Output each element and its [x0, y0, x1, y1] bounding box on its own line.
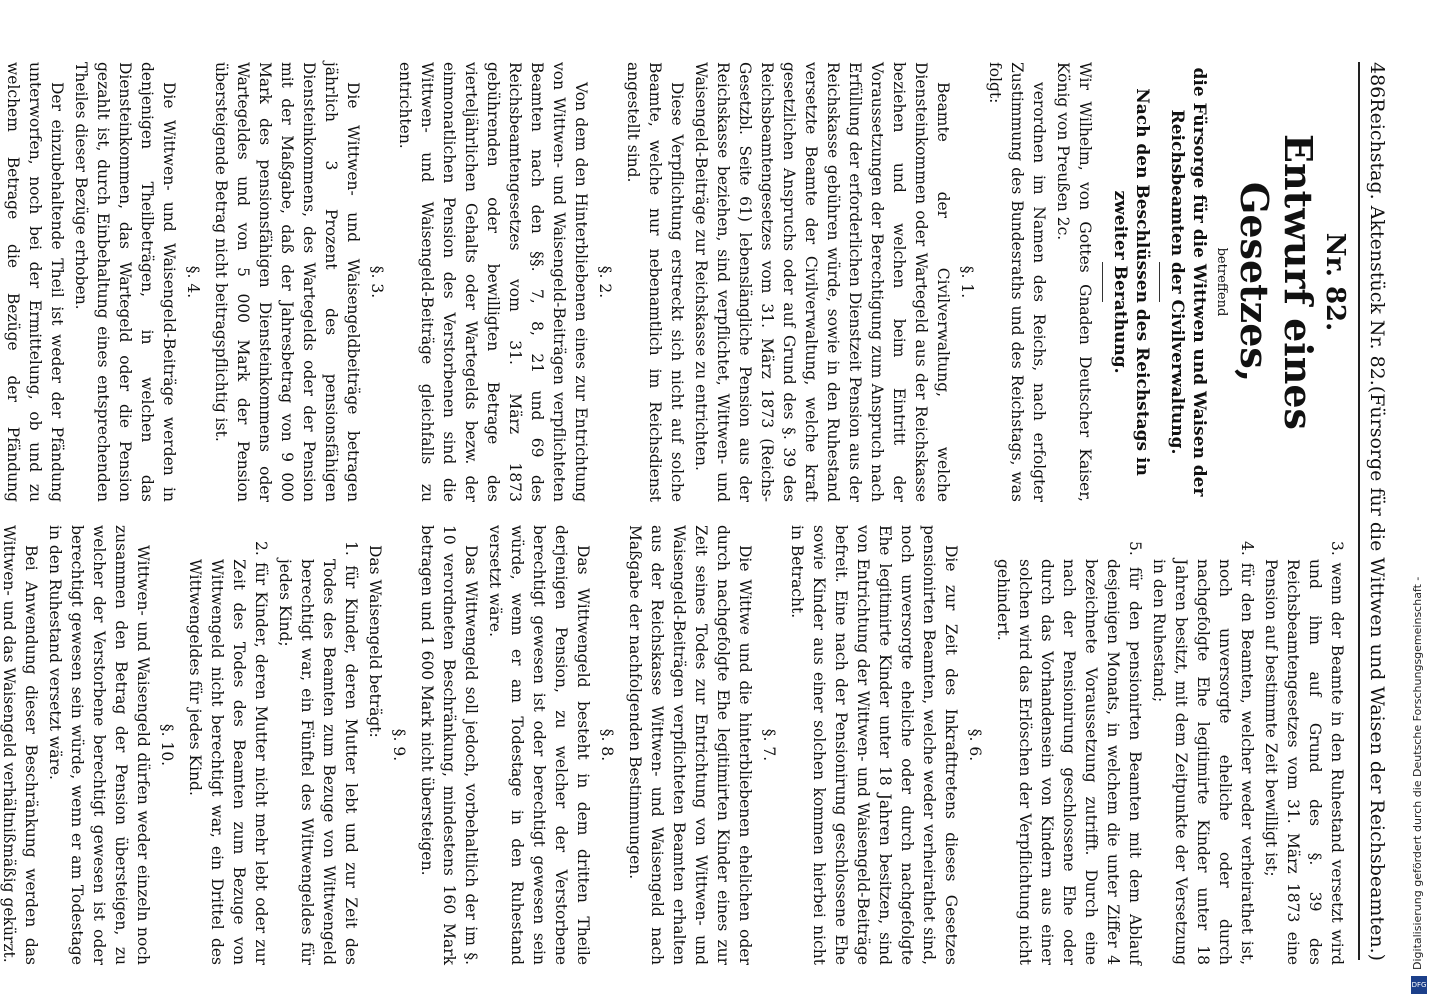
running-header — [1362, 62, 1388, 960]
paragraph: Das Waisengeld beträgt: — [366, 545, 384, 738]
divider — [1159, 262, 1160, 302]
paragraph: Beamte der Civilverwaltung, welche Diensteinkommen oder Wartegeld aus der Reichskasse beziehen und welchen beim Eintritt der Voraussetzungen der Berechtigung zum Anspruch nach Erfüllung der erforderlichen Dienstzeit Pension aus der Reichskasse gebühren würde, sowie in den Ruhestand versetzte Beamte der Civilverwaltung, welche kraft gesetzlichen Anspruchs oder auf Grund des §. 39 des Reichsbeamtengesetzes vom 31. März 1873 (Reichs-Gesetzbl. Seite 61) lebenslängliche Pension aus der Reichskasse beziehen, sind verpflichtet, Wittwen- und Waisengeld-Beiträge zur Reichskasse zu entrichten. — [692, 62, 952, 502]
paragraph: Von dem den Hinterbliebenen eines zur Entrichtung von Wittwen- und Waisengeld-Beiträgen verpflichteten Beamten nach den §§. 7, 8, 21 und 69 des Reichsbeamtengesetzes vom 31. März 1873 gebührenden oder bewilligten Betrage des vierteljährlichen Gehalts oder Wartegelds bezw. der einmonatlichen Pension des Verstorbenen sind die Wittwen- und Waisengeld-Beiträge gleichfalls zu entrichten. — [396, 62, 590, 502]
section-heading: §. 2. — [596, 265, 614, 299]
paragraph: Die Wittwe und die hinterbliebenen ehelichen oder durch nachgefolgte Ehe legitimirten Kinder eines zur Zeit seines Todes zur Entrichtung von Wittwen- und Waisengeld-Beiträgen verpflichteten Beamten erhalten aus der Reichskasse Wittwen- und Waisengeld nach Maßgabe der nachfolgenden Bestimmungen. — [626, 525, 754, 965]
dfg-logo-icon: DFG — [1411, 976, 1427, 994]
header-rule — [1358, 62, 1360, 960]
digitization-credit-strip — [1405, 0, 1432, 1000]
divider — [1102, 262, 1103, 302]
section-heading: §. 8. — [598, 728, 616, 762]
running-title-left: Reichstag. Aktenstück Nr. 82. — [1366, 98, 1388, 386]
list-item: 3. wenn der Beamte in den Ruhestand versetzt wird und ihm auf Grund des §. 39 des Reichsbeamtengesetzes vom 31. März 1873 eine Pension auf bestimmte Zeit bewilligt ist; — [1262, 541, 1346, 965]
paragraph: Diese Verpflichtung erstreckt sich nicht auf solche Beamte, welche nur nebenamtlich im Reichsdienst angestellt sind. — [624, 62, 686, 502]
left-column — [0, 62, 1348, 502]
paragraph: Der einzubehaltende Theil ist weder der Pfändung unterworfen, noch bei der Ermittelung, ob und zu welchem Betrage die Bezüge der Pfändung — [4, 62, 66, 502]
paragraph: Die Wittwen- und Waisengeldbeiträge betragen jährlich 3 Prozent des pensionsfähigen Diensteinkommens, des Wartegelds oder der Pension mit der Maßgabe, daß der Jahresbetrag von 9 000 Mark des pensionsfähigen Diensteinkommens oder Wartegeldes und von 5 000 Mark der Pension übersteigende Betrag nicht beitragspflichtig ist. — [212, 62, 362, 502]
page-number: 486 — [1366, 62, 1388, 99]
section-heading: §. 7. — [760, 728, 778, 762]
paragraph: Das Wittwengeld besteht in dem dritten Theile derjenigen Pension, zu welcher der Verstorbene berechtigt gewesen ist oder berechtigt gewesen sein würde, wenn er am Todestage in den Ruhestand versetzt wäre. — [486, 525, 592, 965]
right-column — [0, 525, 1348, 965]
section-heading: §. 9. — [390, 728, 408, 762]
betreffend-label: betreffend — [1214, 247, 1229, 317]
document-title: Entwurf eines Gesetzes, — [1232, 134, 1321, 430]
list-item: 2. für Kinder, deren Mutter nicht mehr lebt oder zur Zeit des Todes des Beamten zum Bezuge von Wittwengeld nicht berechtigt war, ein Drittel des Wittwengeldes für jedes Kind. — [186, 541, 270, 965]
document-subject: die Fürsorge für die Wittwen und Waisen der Reichsbeamten der Civilverwaltung. — [1167, 67, 1209, 497]
section-heading: §. 1. — [958, 265, 976, 299]
paragraph: Wittwen- und Waisengeld dürfen weder einzeln noch zusammen den Betrag der Pension übersteigen, zu welcher der Verstorbene berechtigt gewesen ist oder berechtigt gewesen sein würde, wenn er am Todestage in den Ruhestand versetzt wäre. — [46, 525, 152, 965]
section-heading: §. 4. — [184, 265, 202, 299]
document-subheading: Nach den Beschlüssen des Reichstags in zweiter Berathung. — [1110, 88, 1152, 476]
running-title-right: (Fürsorge für die Wittwen und Waisen der Reichsbeamten.) — [1366, 385, 1388, 962]
document-number: Nr. 82. — [1320, 232, 1350, 332]
enacting-clause: Wir Wilhelm, von Gottes Gnaden Deutscher Kaiser, König von Preußen 2c. — [1054, 62, 1094, 502]
list-item: 4. für den Beamten, welcher weder verheirathet ist, noch unversorgte eheliche oder durch nachgefolgte Ehe legitimirte Kinder unter 18 Jahren besitzt, mit dem Zeitpunkte der Versetzung in den Ruhestand; — [1150, 541, 1256, 965]
paragraph: Die Wittwen- und Waisengeld-Beiträge werden in denjenigen Theilbeträgen, in welchen das Diensteinkommen, das Wartegeld oder die Pension gezahlt ist, durch Einbehaltung eines entsprechenden Theiles dieser Bezüge erhoben. — [72, 62, 178, 502]
paragraph: Das Wittwengeld soll jedoch, vorbehaltlich der im §. 10 verordneten Beschränkung, mindestens 160 Mark betragen und 1 600 Mark nicht übersteigen. — [418, 525, 480, 965]
section-heading: §. 3. — [368, 265, 386, 299]
section-heading: §. 6. — [966, 728, 984, 762]
section-heading: §. 10. — [158, 723, 176, 767]
paragraph: Die zur Zeit des Inkrafttretens dieses Gesetzes pensionirten Beamten, welche weder verheirathet sind, noch unversorgte eheliche oder durch nachgefolgte Ehe legitimirte Kinder unter 18 Jahren besitzen, sind von Entrichtung der Wittwen- und Waisengeld-Beiträge befreit. Eine nach der Pensionirung geschlossene Ehe sowie Kinder aus einer solchen kommen hierbei nicht in Betracht. — [788, 525, 960, 965]
list-item: 1. für Kinder, deren Mutter lebt und zur Zeit des Todes des Beamten zum Bezuge von Wittwengeld berechtigt war, ein Fünftel des Wittwengeldes für jedes Kind; — [276, 541, 360, 965]
digitization-credit: Digitalisierung gefördert durch die Deutsche Forschungsgemeinschaft - — [1411, 576, 1424, 970]
paragraph: Bei Anwendung dieser Beschränkung werden das Wittwen- und das Waisengeld verhältnißmäßig gekürzt. — [0, 525, 40, 965]
enacting-clause-2: verordnen im Namen des Reichs, nach erfolgter Zustimmung des Bundesraths und des Reichstags, was folgt: — [986, 62, 1048, 502]
list-item: 5. für den pensionirten Beamten mit dem Ablauf desjenigen Monats, in welchem die unter Ziffer 4 bezeichnete Voraussetzung zutrifft. Durch eine nach der Pensionirung geschlossene Ehe oder durch das Vorhandensein von Kindern aus einer solchen wird das Erlöschen der Verpflichtung nicht gehindert. — [994, 541, 1144, 965]
